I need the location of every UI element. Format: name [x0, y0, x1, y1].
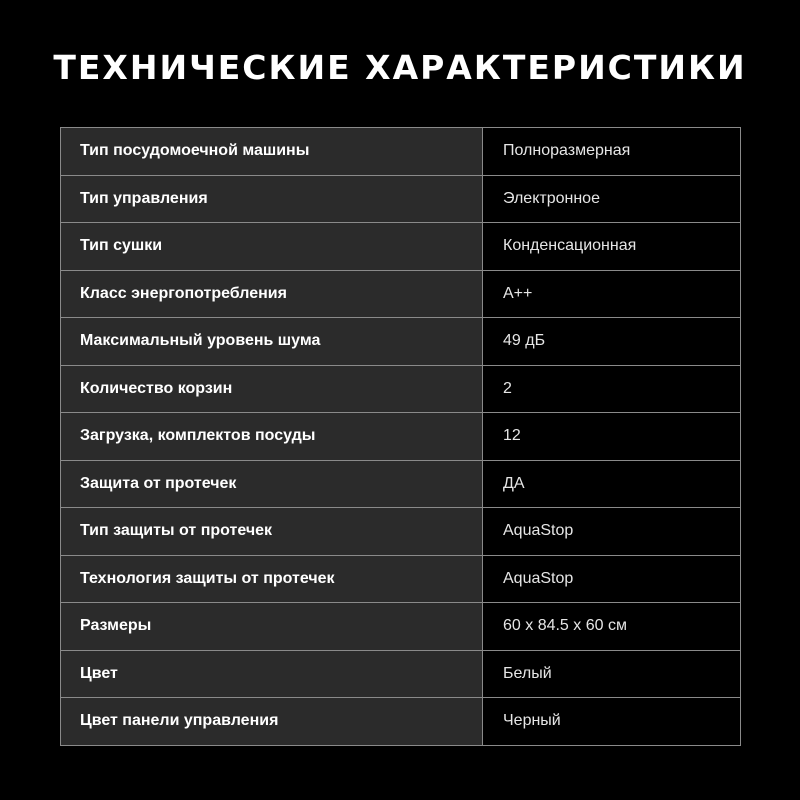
table-row: [61, 318, 741, 366]
spec-value: AquaStop: [503, 569, 574, 587]
spec-name-cell: [61, 318, 483, 366]
table-row: [61, 555, 741, 603]
spec-value-cell: [483, 128, 741, 176]
spec-name: Максимальный уровень шума: [80, 332, 321, 350]
table-row: [61, 128, 741, 176]
spec-value-cell: [483, 365, 741, 413]
table-row: [61, 175, 741, 223]
spec-value-cell: [483, 460, 741, 508]
table-row: [61, 223, 741, 271]
spec-value-cell: [483, 413, 741, 461]
spec-name-cell: [61, 460, 483, 508]
spec-value: A++: [503, 284, 533, 302]
spec-value-cell: [483, 223, 741, 271]
table-row: [61, 650, 741, 698]
table-row: [61, 460, 741, 508]
spec-value-cell: [483, 650, 741, 698]
spec-name-cell: [61, 650, 483, 698]
specs-table: [60, 127, 741, 746]
page-title: ТЕХНИЧЕСКИЕ ХАРАКТЕРИСТИКИ: [53, 48, 747, 87]
spec-name-cell: [61, 508, 483, 556]
spec-value: 12: [503, 427, 521, 445]
spec-name: Количество корзин: [80, 379, 233, 397]
spec-name-cell: [61, 365, 483, 413]
spec-name: Цвет: [80, 664, 118, 682]
spec-value: Полноразмерная: [503, 142, 631, 160]
spec-name-cell: [61, 413, 483, 461]
spec-name: Защита от протечек: [80, 474, 237, 492]
spec-value-cell: [483, 270, 741, 318]
spec-name: Цвет панели управления: [80, 712, 279, 730]
table-row: [61, 698, 741, 746]
spec-name-cell: [61, 603, 483, 651]
spec-name: Класс энергопотребления: [80, 284, 287, 302]
spec-name-cell: [61, 175, 483, 223]
spec-name: Тип сушки: [80, 237, 163, 255]
spec-value: 49 дБ: [503, 332, 546, 350]
spec-name: Тип защиты от протечек: [80, 522, 273, 540]
spec-value: Электронное: [503, 189, 600, 207]
spec-value: ДА: [503, 474, 525, 492]
spec-name: Технология защиты от протечек: [80, 569, 335, 587]
spec-name: Размеры: [80, 617, 152, 635]
spec-value-cell: [483, 175, 741, 223]
spec-value: Конденсационная: [503, 237, 637, 255]
spec-name-cell: [61, 270, 483, 318]
spec-value: 2: [503, 379, 512, 397]
spec-value-cell: [483, 603, 741, 651]
table-row: [61, 270, 741, 318]
spec-name: Тип посудомоечной машины: [80, 142, 310, 160]
spec-name-cell: [61, 555, 483, 603]
spec-value-cell: [483, 555, 741, 603]
spec-value: 60 x 84.5 x 60 см: [503, 617, 627, 635]
spec-value-cell: [483, 698, 741, 746]
spec-value: AquaStop: [503, 522, 574, 540]
spec-value-cell: [483, 508, 741, 556]
spec-value-cell: [483, 318, 741, 366]
table-row: [61, 508, 741, 556]
spec-value: Черный: [503, 712, 561, 730]
spec-name: Загрузка, комплектов посуды: [80, 427, 316, 445]
table-row: [61, 413, 741, 461]
spec-name-cell: [61, 128, 483, 176]
spec-name-cell: [61, 223, 483, 271]
spec-name: Тип управления: [80, 189, 208, 207]
spec-name-cell: [61, 698, 483, 746]
table-row: [61, 365, 741, 413]
table-row: [61, 603, 741, 651]
spec-value: Белый: [503, 664, 552, 682]
